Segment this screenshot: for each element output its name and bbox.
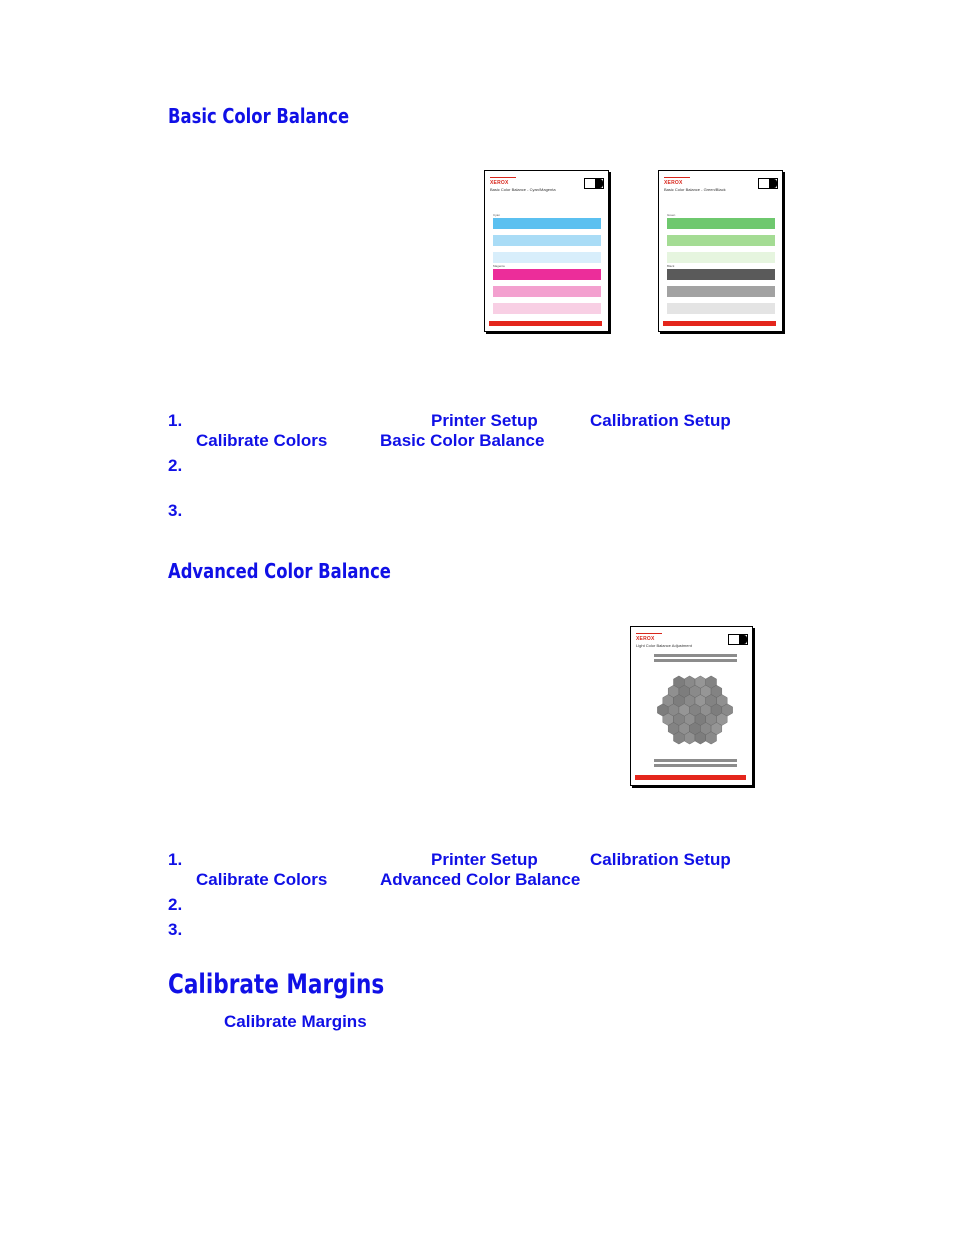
menu-calibration-setup: Calibration Setup	[590, 411, 731, 430]
step-number: 1.	[168, 411, 183, 430]
step-number: 2.	[168, 895, 183, 914]
color-bar	[667, 218, 775, 229]
red-bar	[663, 321, 776, 326]
menu-basic-color-balance: Basic Color Balance	[380, 431, 545, 450]
printer-icon	[584, 178, 604, 189]
red-bar	[489, 321, 602, 326]
color-bar	[493, 252, 601, 263]
step-number: 3.	[168, 501, 183, 520]
red-bar	[635, 775, 746, 780]
menu-calibrate-margins: Calibrate Margins	[224, 1012, 367, 1031]
section-title-basic-color-balance: Basic Color Balance	[168, 104, 350, 128]
basic-color-balance-sample-cyan-magenta	[484, 170, 609, 332]
gray-line	[654, 759, 737, 762]
gray-line	[654, 654, 737, 657]
menu-advanced-color-balance: Advanced Color Balance	[380, 870, 581, 889]
menu-printer-setup: Printer Setup	[431, 411, 538, 430]
bar-group-label: Cyan	[493, 213, 501, 217]
color-bar	[667, 286, 775, 297]
color-bar	[493, 303, 601, 314]
color-bar	[493, 235, 601, 246]
section-title-calibrate-margins: Calibrate Margins	[168, 969, 385, 1000]
color-bar	[667, 269, 775, 280]
sample-subtitle: Light Color Balance Adjustment	[636, 643, 692, 648]
step-number: 3.	[168, 920, 183, 939]
basic-color-balance-sample-green-black	[658, 170, 783, 332]
color-bar	[493, 269, 601, 280]
xerox-logo: XEROX	[636, 636, 655, 642]
gray-line	[654, 659, 737, 662]
bar-group-label: Black	[667, 264, 675, 268]
xerox-logo: XEROX	[664, 180, 683, 186]
sample-subtitle: Basic Color Balance - Green/Black	[664, 187, 726, 192]
color-bar	[667, 235, 775, 246]
color-bar	[667, 252, 775, 263]
menu-printer-setup: Printer Setup	[431, 850, 538, 869]
sample-subtitle: Basic Color Balance - Cyan/Magenta	[490, 187, 556, 192]
step-number: 1.	[168, 850, 183, 869]
color-bar	[493, 218, 601, 229]
menu-calibration-setup: Calibration Setup	[590, 850, 731, 869]
color-bar	[493, 286, 601, 297]
advanced-color-balance-sample	[630, 626, 753, 786]
menu-calibrate-colors: Calibrate Colors	[196, 870, 328, 889]
bar-group-label: Magenta	[493, 264, 505, 268]
color-bar	[667, 303, 775, 314]
printer-icon	[728, 634, 748, 645]
step-number: 2.	[168, 456, 183, 475]
gray-line	[654, 764, 737, 767]
printer-icon	[758, 178, 778, 189]
menu-calibrate-colors: Calibrate Colors	[196, 431, 328, 450]
hexagon-color-pattern	[655, 671, 735, 749]
xerox-logo: XEROX	[490, 180, 509, 186]
section-title-advanced-color-balance: Advanced Color Balance	[168, 559, 391, 583]
bar-group-label: Green	[667, 213, 676, 217]
